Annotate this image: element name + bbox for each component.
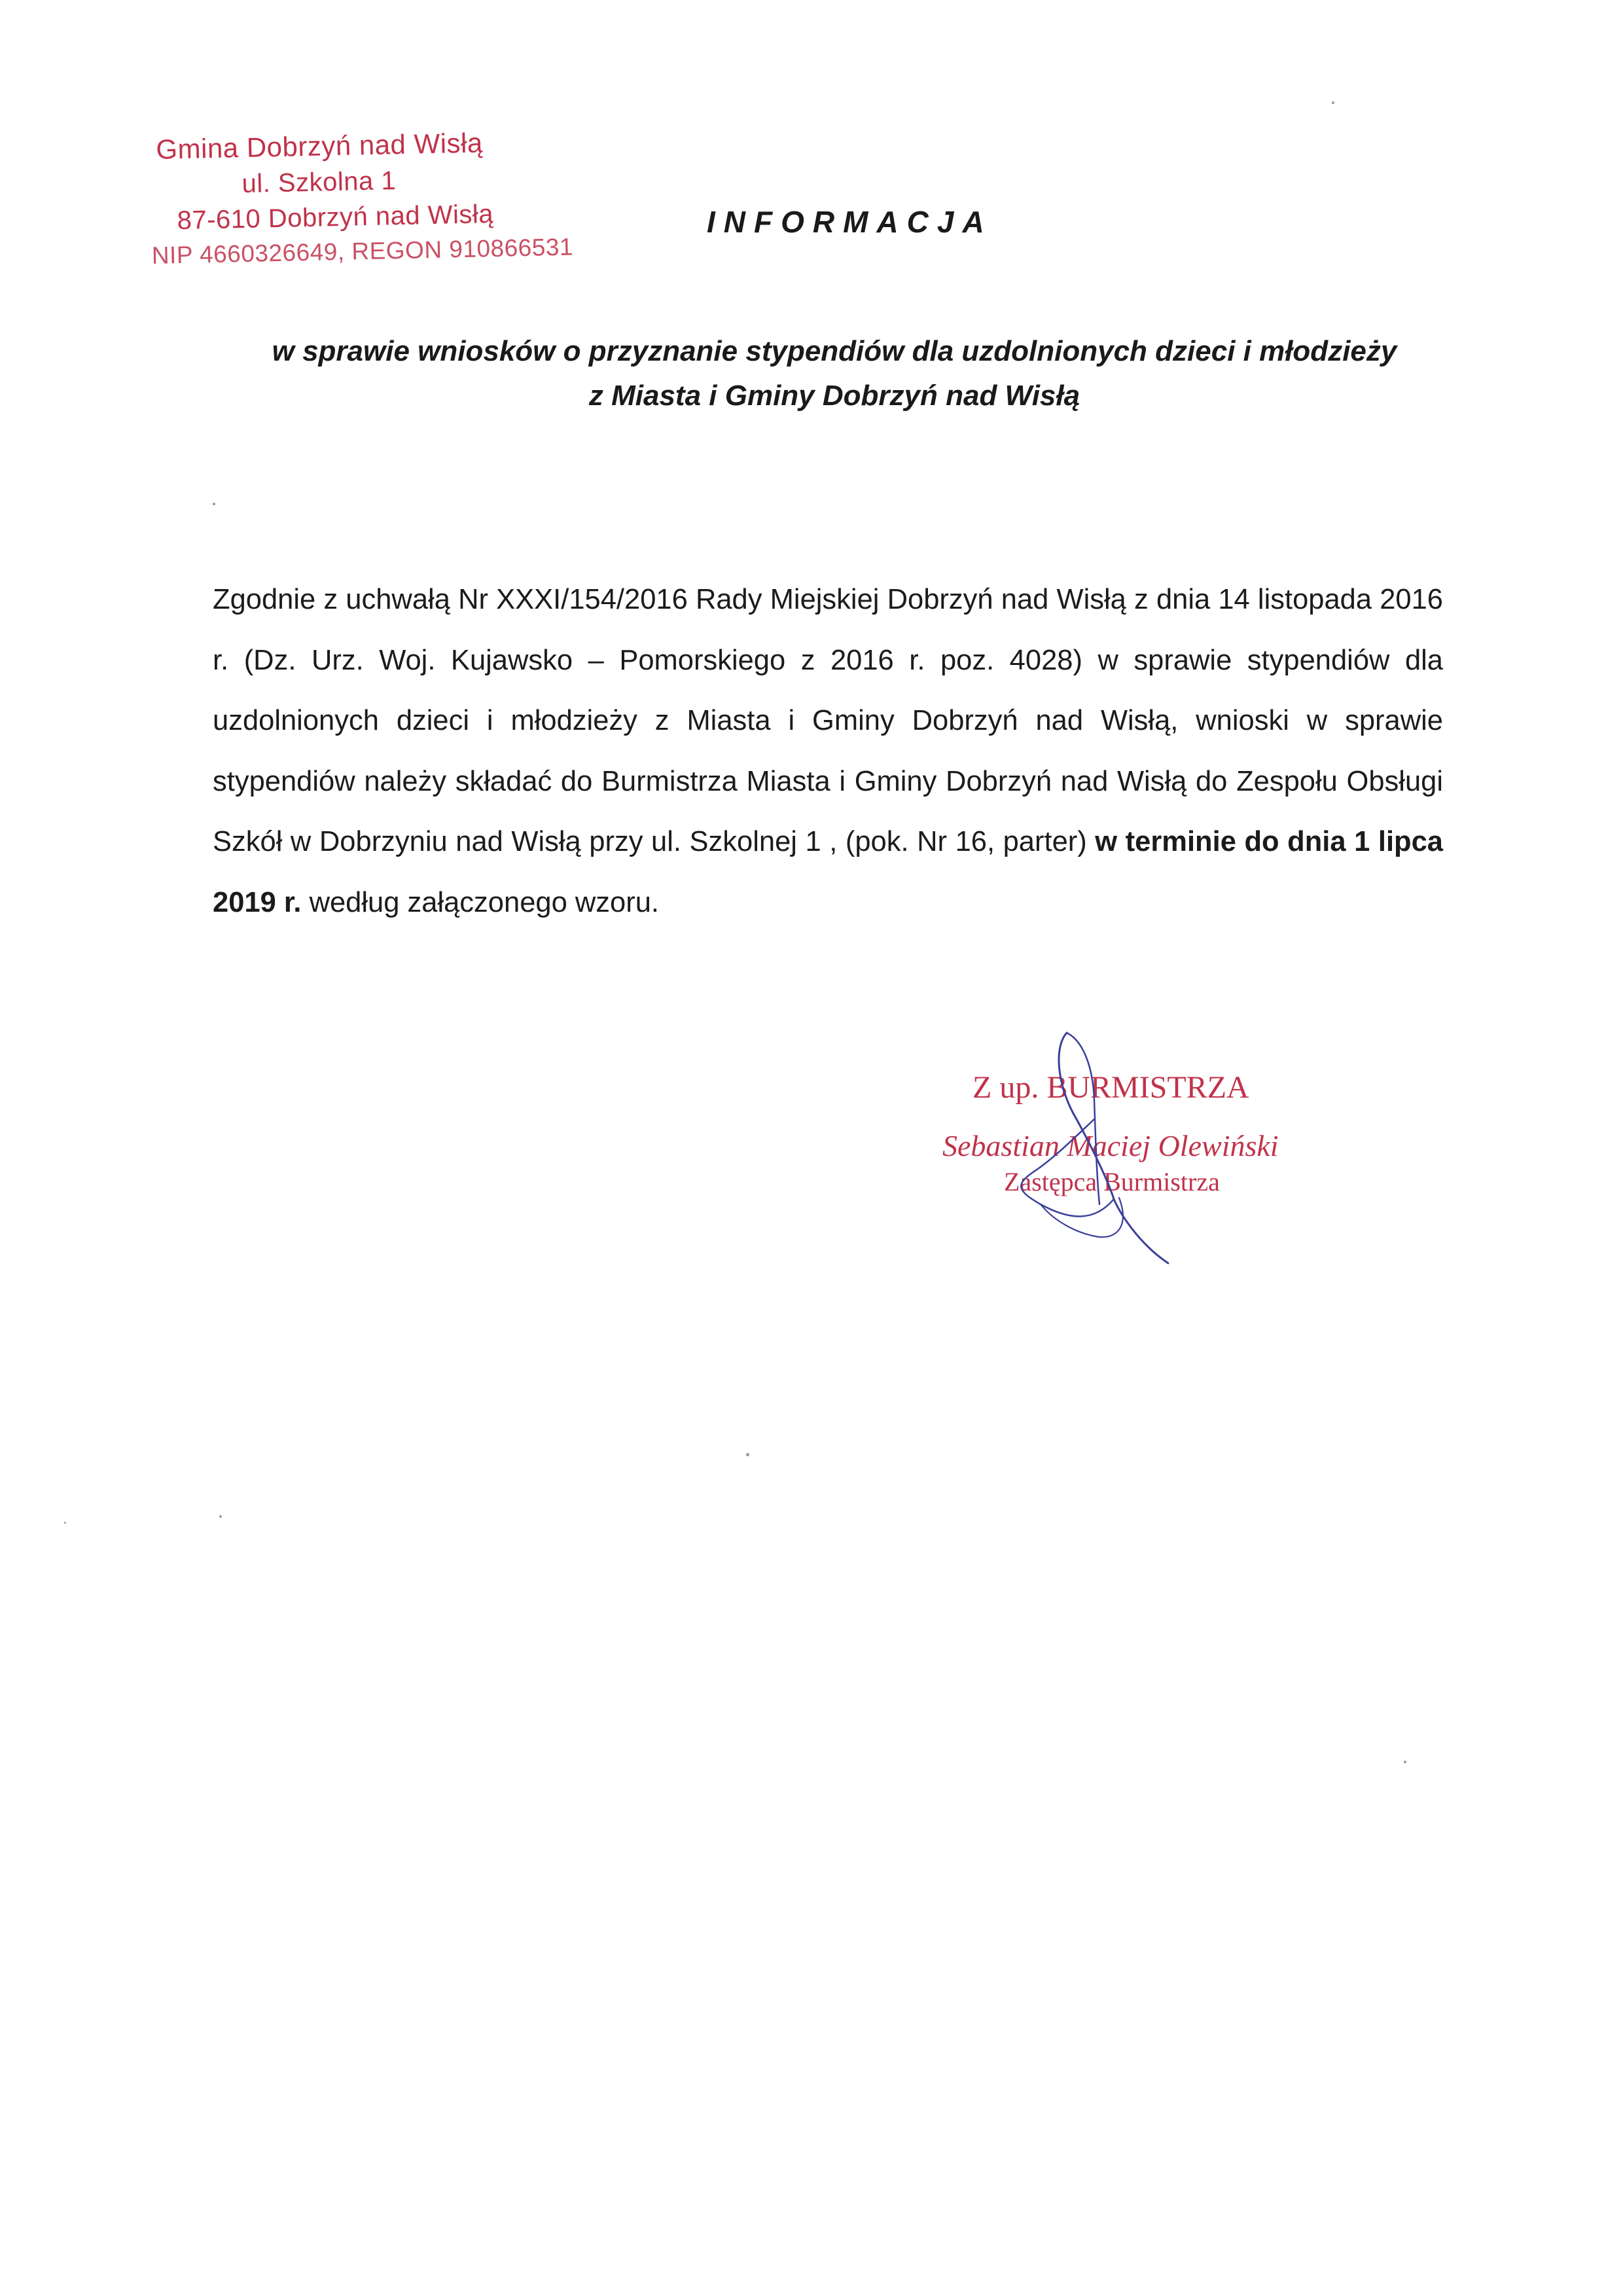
- signature-position: Zastępca Burmistrza: [1004, 1167, 1220, 1196]
- scan-speck: [64, 1522, 66, 1524]
- scan-speck: [1404, 1761, 1406, 1763]
- signature-authority: Z up. BURMISTRZA: [972, 1070, 1249, 1105]
- stamp-postal-city: 87-610 Dobrzyń nad Wisłą: [177, 200, 494, 236]
- handwritten-signature-icon: [942, 1028, 1335, 1302]
- body-paragraph: [213, 569, 1443, 933]
- scan-speck: [746, 1453, 749, 1456]
- scan-speck: [213, 503, 215, 505]
- scan-speck: [219, 1515, 222, 1518]
- body-deadline: w terminie do dnia 1 lipca 2019 r.: [213, 826, 1444, 918]
- body-text-end: według załączonego wzoru.: [301, 886, 659, 918]
- stamp-name: Gmina Dobrzyń nad Wisłą: [155, 127, 484, 165]
- document-title: INFORMACJA: [707, 205, 993, 239]
- signature-block: [942, 1028, 1335, 1302]
- subject-line-1: w sprawie wniosków o przyznanie stypendiów dla uzdolnionych dzieci i młodzieży: [272, 335, 1397, 367]
- stamp-nip-regon: NIP 4660326649, REGON 910866531: [151, 233, 574, 269]
- body-text-regular: Zgodnie z uchwałą Nr XXXI/154/2016 Rady Miejskiej Dobrzyń nad Wisłą z dnia 14 listopada 2016 r. (Dz. Urz. Woj. Kujawsko – Pomorskiego z 2016 r. poz. 4028) w sprawie stypendiów dla uzdolnionych dzieci i młodzieży z Miasta i Gminy Dobrzyń nad Wisłą, wnioski w sprawie stypendiów należy składać do Burmistrza Miasta i Gminy Dobrzyń nad Wisłą do Zespołu Obsługi Szkół w Dobrzyniu nad Wisłą przy ul. Szkolnej 1 , (pok. Nr 16, parter): [213, 584, 1443, 857]
- scan-speck: [1332, 101, 1334, 104]
- institution-stamp: [149, 127, 574, 269]
- stamp-street: ul. Szkolna 1: [241, 166, 397, 199]
- signature-name: Sebastian Maciej Olewiński: [942, 1129, 1279, 1162]
- subject-line-2: z Miasta i Gminy Dobrzyń nad Wisłą: [588, 380, 1080, 412]
